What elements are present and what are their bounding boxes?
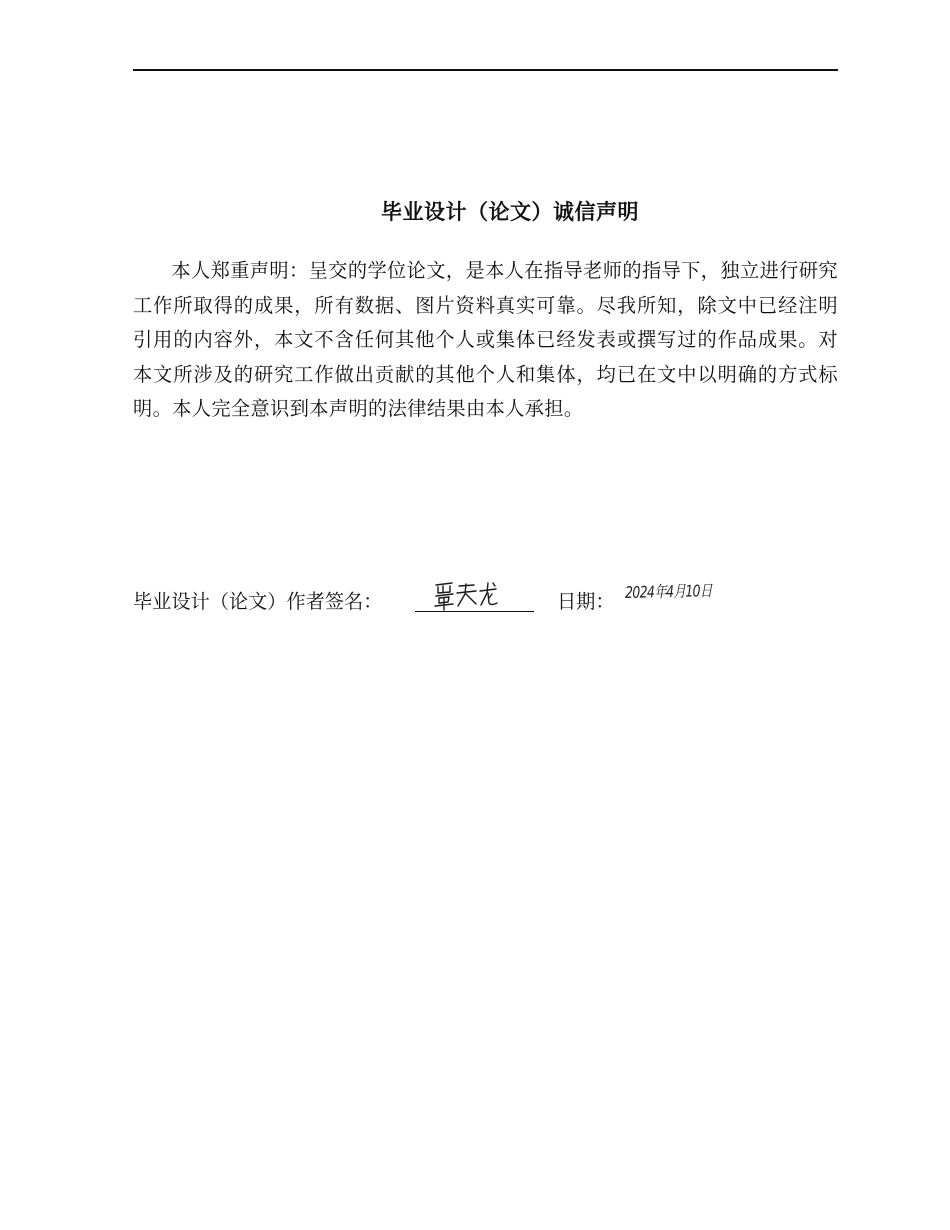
handwritten-signature	[433, 579, 503, 613]
signature-label: 毕业设计（论文）作者签名：	[133, 590, 383, 613]
date-label: 日期：	[557, 590, 615, 613]
handwritten-date: 2024年4月10日	[624, 581, 712, 602]
signature-underline	[415, 611, 534, 612]
page-title: 毕业设计（论文）诚信声明	[381, 200, 639, 224]
declaration-body: 本人郑重声明：呈交的学位论文，是本人在指导老师的指导下，独立进行研究工作所取得的成果，所有数据、图片资料真实可靠。尽我所知，除文中已经注明引用的内容外，本文不含任何其他个人或集体已经发表或撰写过的作品成果。对本文所涉及的研究工作做出贡献的其他个人和集体，均已在文中以明确的方式标明。本人完全意识到本声明的法律结果由本人承担。	[133, 259, 838, 420]
header-rule	[133, 69, 838, 71]
signature-row	[133, 581, 838, 619]
